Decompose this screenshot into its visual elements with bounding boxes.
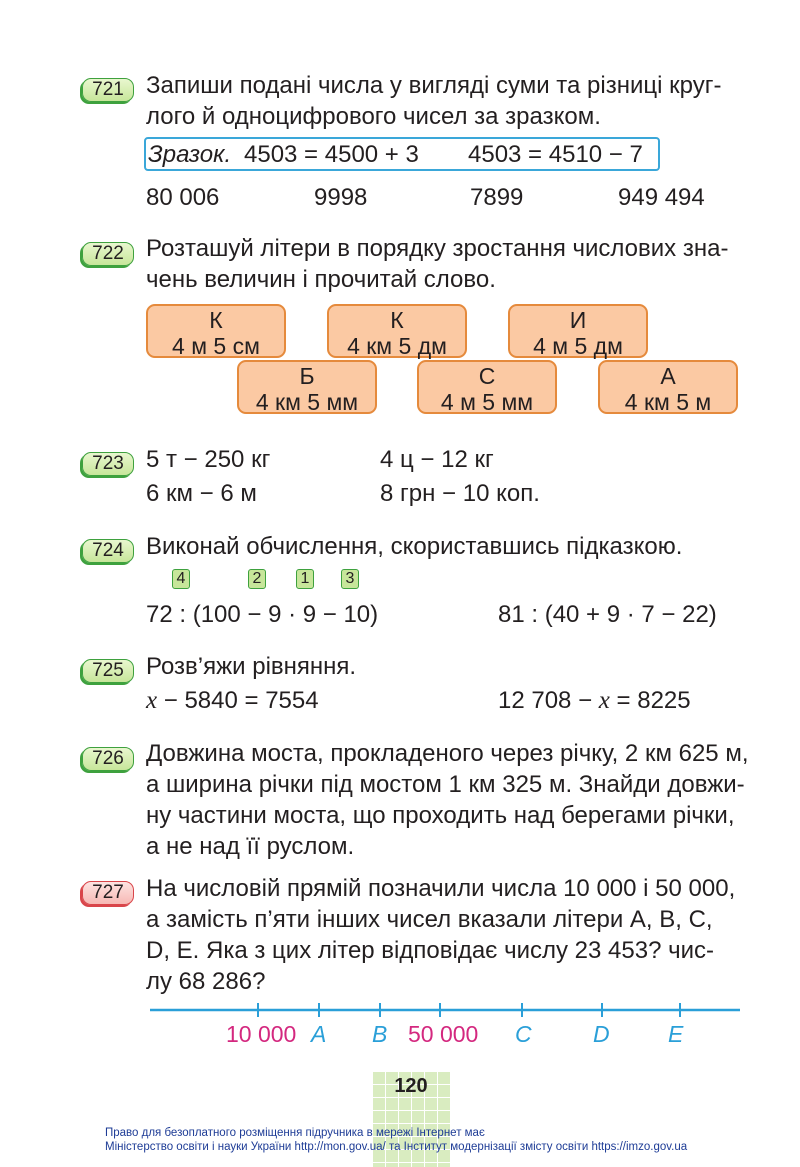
step-order-badge: 1 xyxy=(296,569,314,589)
number-line-label-b: B xyxy=(372,1021,388,1047)
ex727-line-3: D, E. Яка з цих літер відповідає числу 23 453? чис- xyxy=(146,937,714,964)
exercise-number-722: 722 xyxy=(82,242,134,266)
ex721-number-1: 80 006 xyxy=(146,184,220,211)
exercise-number-721: 721 xyxy=(82,78,134,102)
card-value: 4 км 5 дм xyxy=(347,333,447,359)
card-letter: Б xyxy=(299,363,315,389)
card-value: 4 км 5 мм xyxy=(255,389,359,415)
ex723-expr-2b: 8 грн − 10 коп. xyxy=(380,480,540,507)
step-order-badge: 3 xyxy=(341,569,359,589)
page-number: 120 xyxy=(394,1075,428,1097)
ex722-text-line2: чень величин і прочитай слово. xyxy=(146,266,496,293)
card-letter: И xyxy=(569,307,587,333)
number-line-label-d: D xyxy=(593,1021,610,1047)
exercise-number-723: 723 xyxy=(82,452,134,476)
ex721-number-3: 7899 xyxy=(470,184,524,211)
ex727-line-4: лу 68 286? xyxy=(146,968,266,995)
ex722-text-line1: Розташуй літери в порядку зростання числових зна- xyxy=(146,235,729,262)
card-value: 4 м 5 см xyxy=(172,333,260,359)
ex723-expr-1b: 4 ц − 12 кг xyxy=(380,446,494,473)
ex727-line-2: а замість п’яти інших чисел вказали літери А, В, С, xyxy=(146,906,713,933)
ex721-text-line2: лого й одноцифрового чисел за зразком. xyxy=(146,103,601,130)
exercise-number-724: 724 xyxy=(82,539,134,563)
ex726-line-4: а не над її руслом. xyxy=(146,833,355,860)
ex723-expr-2a: 6 км − 6 м xyxy=(146,480,257,507)
ex726-line-3: ну частини моста, що проходить над берегами річки, xyxy=(146,802,735,829)
number-line-label-10000: 10 000 xyxy=(226,1021,297,1047)
card-value: 4 м 5 мм xyxy=(440,389,534,415)
sample-label: Зразок. xyxy=(148,141,232,168)
number-line-label-e: E xyxy=(668,1021,684,1047)
ex725-text: Розв’яжи рівняння. xyxy=(146,653,357,680)
ex724-expression-1: 72 : (100 − 9 · 9 − 10) xyxy=(146,601,379,628)
equation-2-rest: = 8225 xyxy=(609,687,691,714)
ex721-text-line1: Запиши подані числа у вигляді суми та різниці круг- xyxy=(146,72,722,99)
ex724-text: Виконай обчислення, скориставшись підказкою. xyxy=(146,533,683,560)
card-letter: А xyxy=(660,363,676,389)
exercise-number-726: 726 xyxy=(82,747,134,771)
card-value: 4 км 5 м xyxy=(624,389,712,415)
exercise-number-727: 727 xyxy=(82,881,134,905)
step-order-badge: 2 xyxy=(248,569,266,589)
number-line-label-a: A xyxy=(311,1021,327,1047)
ex724-expression-2: 81 : (40 + 9 · 7 − 22) xyxy=(498,601,717,628)
ex721-number-2: 9998 xyxy=(314,184,368,211)
card-letter: К xyxy=(209,307,223,333)
number-line-label-50000: 50 000 xyxy=(408,1021,479,1047)
equation-2-prefix: 12 708 − xyxy=(498,687,599,714)
ex723-expr-1a: 5 т − 250 кг xyxy=(146,446,271,473)
equation-1-rest: − 5840 = 7554 xyxy=(157,687,319,714)
footer-line-1: Право для безоплатного розміщення підручника в мережі Інтернет має xyxy=(105,1127,485,1139)
variable-x: x xyxy=(598,687,610,714)
card-letter: С xyxy=(478,363,496,389)
footer-line-2: Міністерство освіти і науки України http://mon.gov.ua/ та Інститут модернізації змісту освіти https://imzo.gov.ua xyxy=(105,1141,688,1153)
card-letter: К xyxy=(390,307,404,333)
sample-equation-2: 4503 = 4510 − 7 xyxy=(468,141,643,168)
sample-equation-1: 4503 = 4500 + 3 xyxy=(244,141,419,168)
variable-x: x xyxy=(146,687,158,714)
exercise-number-725: 725 xyxy=(82,659,134,683)
step-order-badge: 4 xyxy=(172,569,190,589)
number-line-label-c: C xyxy=(515,1021,532,1047)
ex726-line-2: а ширина річки під мостом 1 км 325 м. Знайди довжи- xyxy=(146,771,745,798)
ex726-line-1: Довжина моста, прокладеного через річку, 2 км 625 м, xyxy=(146,740,749,767)
ex727-line-1: На числовій прямій позначили числа 10 000 і 50 000, xyxy=(146,875,736,902)
ex721-number-4: 949 494 xyxy=(618,184,705,211)
card-value: 4 м 5 дм xyxy=(533,333,623,359)
